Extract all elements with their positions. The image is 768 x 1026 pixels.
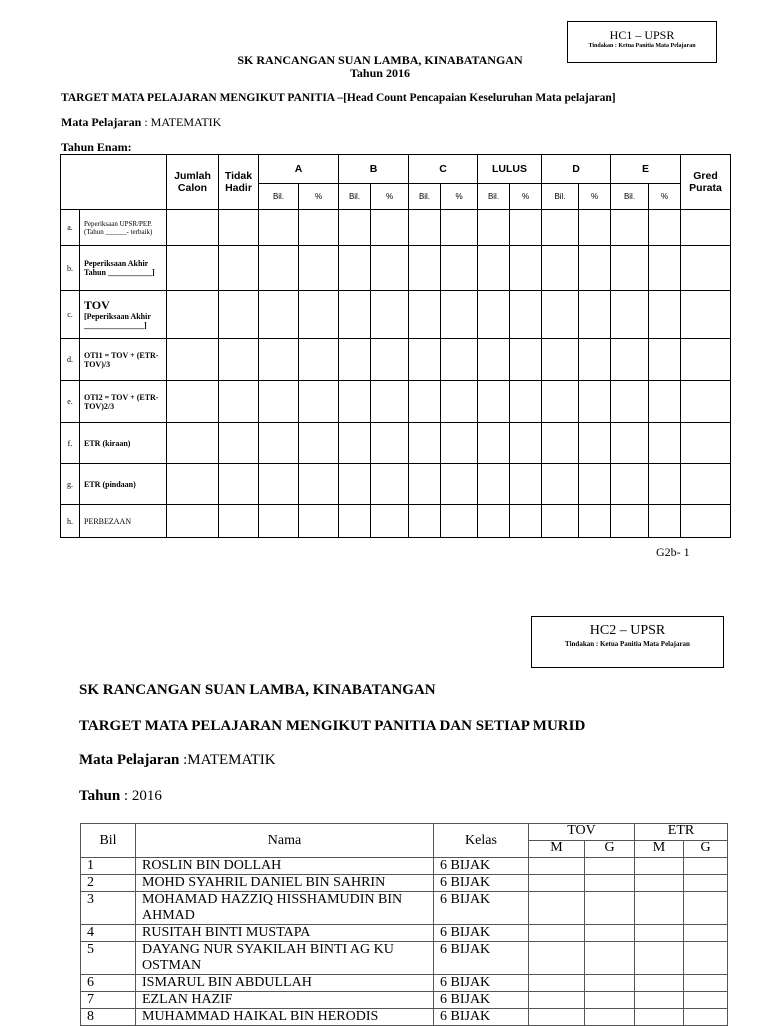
hc2-subtitle: Tindakan : Ketua Panitia Mata Pelajaran (565, 640, 690, 648)
bil-subheader: Bil. (339, 184, 371, 210)
class-label: Tahun Enam: (61, 140, 132, 154)
pct-subheader: % (510, 184, 542, 210)
hc1-subtitle: Tindakan : Ketua Panitia Mata Pelajaran (588, 43, 696, 49)
student-name: MOHD SYAHRIL DANIEL BIN SAHRIN (136, 875, 434, 892)
student-bil: 1 (81, 858, 136, 875)
row-letter: h. (61, 505, 80, 538)
hc1-title: HC1 – UPSR (609, 28, 675, 42)
student-bil: 5 (81, 942, 136, 975)
year-line: Tahun 2016 (350, 66, 410, 80)
table-row (61, 464, 731, 505)
school-name: SK RANCANGAN SUAN LAMBA, KINABATANGAN (237, 53, 523, 67)
row-letter: g. (61, 464, 80, 505)
student-bil: 6 (81, 975, 136, 992)
subject-label-2: Mata Pelajaran (79, 752, 180, 768)
row-description: Peperiksaan UPSR/PEP. (Tahun ______- terbaik) (80, 210, 167, 246)
row-description: Peperiksaan Akhir Tahun ___________] (80, 246, 167, 291)
bil-subheader: Bil. (478, 184, 510, 210)
tidak-header: Tidak Hadir (219, 155, 259, 210)
subject-line-2 (79, 752, 276, 769)
student-bil: 3 (81, 892, 136, 925)
subject-value: : MATEMATIK (141, 115, 222, 129)
table-row (81, 892, 728, 925)
lulus-header: LULUS (478, 155, 542, 184)
table-row (61, 423, 731, 464)
year-line-2 (79, 788, 162, 805)
school-name-2: SK RANCANGAN SUAN LAMBA, KINABATANGAN (79, 682, 436, 698)
target-title-2: TARGET MATA PELAJARAN MENGIKUT PANITIA DAN SETIAP MURID (79, 718, 586, 734)
row-letter: c. (61, 291, 80, 339)
student-bil: 7 (81, 992, 136, 1009)
blank-header-cell (61, 155, 167, 210)
student-name: ROSLIN BIN DOLLAH (136, 858, 434, 875)
row-description-cell (80, 291, 167, 339)
student-name: MUHAMMAD HAIKAL BIN HERODIS (136, 1009, 434, 1026)
tov-header: TOV (529, 824, 635, 841)
row-letter: e. (61, 381, 80, 423)
grade-e-header: E (611, 155, 681, 184)
table-row (61, 291, 731, 339)
pct-subheader: % (299, 184, 339, 210)
table-row (81, 925, 728, 942)
row-letter: a. (61, 210, 80, 246)
page-number: G2b- 1 (656, 545, 690, 559)
table-row (61, 339, 731, 381)
student-class: 6 BIJAK (434, 892, 529, 925)
row-letter: f. (61, 423, 80, 464)
kelas-header: Kelas (434, 824, 529, 858)
student-class: 6 BIJAK (434, 925, 529, 942)
student-class: 6 BIJAK (434, 975, 529, 992)
bil-header: Bil (81, 824, 136, 858)
subject-line (61, 115, 221, 130)
hc2-table (80, 823, 728, 1026)
grade-b-header: B (339, 155, 409, 184)
hc2-title: HC2 – UPSR (589, 623, 666, 638)
table-row (81, 858, 728, 875)
bil-subheader: Bil. (611, 184, 649, 210)
grade-d-header: D (542, 155, 611, 184)
row-description: ETR (kiraan) (80, 423, 167, 464)
table-row (81, 992, 728, 1009)
student-bil: 4 (81, 925, 136, 942)
subject-label: Mata Pelajaran (61, 115, 142, 129)
jumlah-header: Jumlah Calon (167, 155, 219, 210)
student-name: DAYANG NUR SYAKILAH BINTI AG KU OSTMAN (136, 942, 434, 975)
pct-subheader: % (579, 184, 611, 210)
gred-header: Gred Purata (681, 155, 731, 210)
student-bil: 8 (81, 1009, 136, 1026)
row-description: OTI2 = TOV + (ETR-TOV)2/3 (80, 381, 167, 423)
year-label-2: Tahun (79, 788, 121, 804)
table-row (81, 875, 728, 892)
table-row (61, 246, 731, 291)
bil-subheader: Bil. (259, 184, 299, 210)
row-description: [Peperiksaan Akhir _______________] (84, 312, 151, 330)
student-name: ISMARUL BIN ABDULLAH (136, 975, 434, 992)
bil-subheader: Bil. (542, 184, 579, 210)
etr-g-header: G (684, 841, 728, 858)
nama-header: Nama (136, 824, 434, 858)
tov-label: TOV (84, 298, 110, 312)
table-row (81, 975, 728, 992)
student-class: 6 BIJAK (434, 992, 529, 1009)
grade-a-header: A (259, 155, 339, 184)
table-row (61, 381, 731, 423)
student-name: RUSITAH BINTI MUSTAPA (136, 925, 434, 942)
table-row (81, 1009, 728, 1026)
year-value-2: : 2016 (120, 788, 162, 804)
student-class: 6 BIJAK (434, 1009, 529, 1026)
grade-c-header: C (409, 155, 478, 184)
etr-header: ETR (635, 824, 728, 841)
student-name: EZLAN HAZIF (136, 992, 434, 1009)
student-name: MOHAMAD HAZZIQ HISSHAMUDIN BIN AHMAD (136, 892, 434, 925)
row-description: OTI1 = TOV + (ETR-TOV)/3 (80, 339, 167, 381)
row-letter: d. (61, 339, 80, 381)
tov-g-header: G (585, 841, 635, 858)
subject-value-2: :MATEMATIK (179, 752, 276, 768)
pct-subheader: % (441, 184, 478, 210)
target-title: TARGET MATA PELAJARAN MENGIKUT PANITIA –[Head Count Pencapaian Keseluruhan Mata pelajaran] (61, 92, 616, 104)
student-class: 6 BIJAK (434, 875, 529, 892)
row-description: ETR (pindaan) (80, 464, 167, 505)
pct-subheader: % (371, 184, 409, 210)
table-row (81, 942, 728, 975)
bil-subheader: Bil. (409, 184, 441, 210)
student-class: 6 BIJAK (434, 942, 529, 975)
row-description: PERBEZAAN (80, 505, 167, 538)
hc1-table (60, 154, 731, 538)
row-letter: b. (61, 246, 80, 291)
etr-m-header: M (635, 841, 684, 858)
table-row (61, 505, 731, 538)
student-class: 6 BIJAK (434, 858, 529, 875)
student-bil: 2 (81, 875, 136, 892)
pct-subheader: % (649, 184, 681, 210)
table-row (61, 210, 731, 246)
tov-m-header: M (529, 841, 585, 858)
hc2-box (531, 616, 724, 668)
